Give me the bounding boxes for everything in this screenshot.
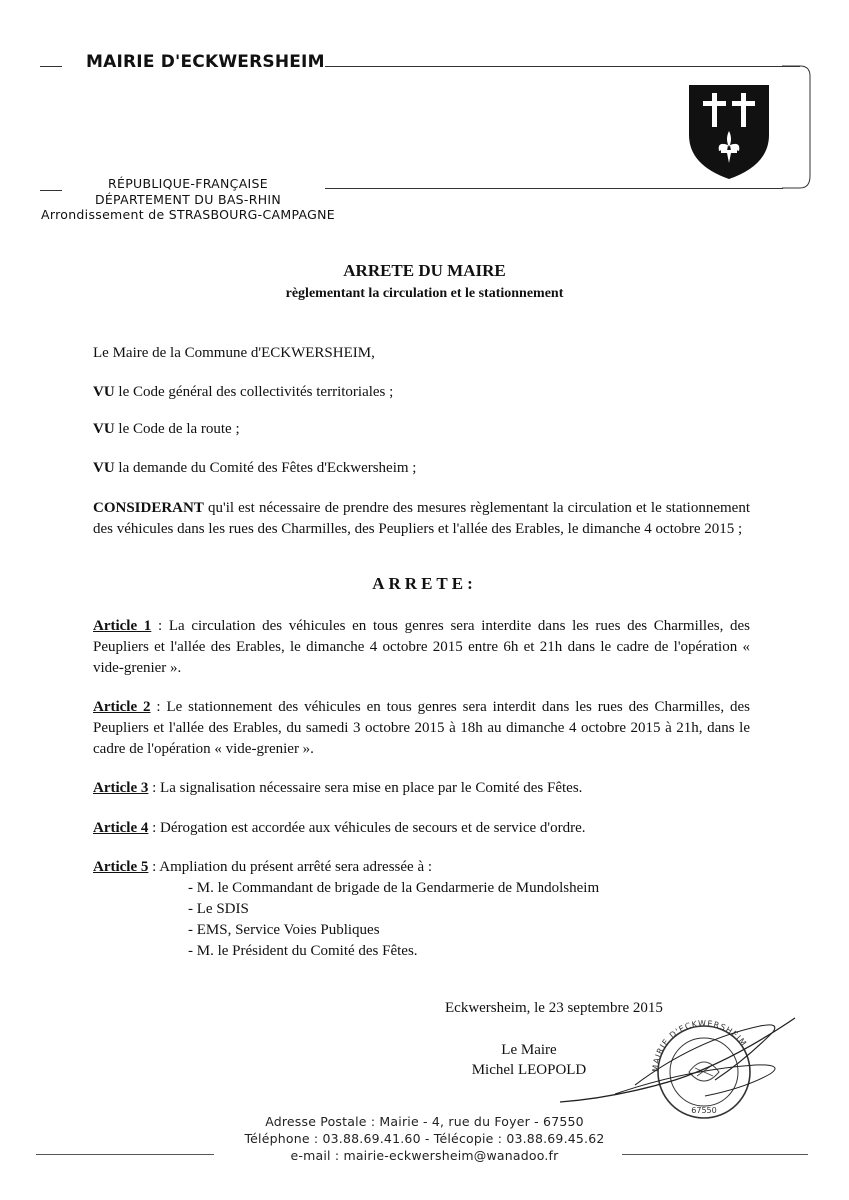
header-rule-right xyxy=(325,66,800,67)
article-label: Article 1 xyxy=(93,618,152,634)
vu-label: VU xyxy=(93,384,115,400)
intro-line: Le Maire de la Commune d'ECKWERSHEIM, xyxy=(93,345,375,361)
admin-line-republique: RÉPUBLIQUE-FRANÇAISE xyxy=(108,176,268,191)
frame-bracket xyxy=(780,64,814,194)
admin-line-departement: DÉPARTEMENT DU BAS-RHIN xyxy=(94,191,282,207)
article-text: : La circulation des véhicules en tous genres sera interdite dans les rues des Charmilles, des Peupliers et l'allée des Erables, le dimanche 4 octobre 2015 entre 6h et 21h dans le cadre de l'opération « vide-grenier ». xyxy=(93,618,750,676)
document-subtitle: règlementant la circulation et le stationnement xyxy=(285,286,564,301)
recipient-item: - EMS, Service Voies Publiques xyxy=(188,922,380,938)
article-3 xyxy=(93,778,750,799)
article-text: : Ampliation du présent arrêté sera adressée à : xyxy=(148,859,433,875)
footer-phone: Téléphone : 03.88.69.41.60 - Télécopie : 03.88.69.45.62 xyxy=(244,1131,605,1146)
article-label: Article 5 xyxy=(93,859,149,875)
recipient-item: - Le SDIS xyxy=(188,901,249,917)
official-stamp-signature xyxy=(555,1010,805,1125)
article-4 xyxy=(93,818,750,839)
footer-address: Adresse Postale : Mairie - 4, rue du Foyer - 67550 xyxy=(265,1114,584,1129)
recipients-list xyxy=(188,878,599,962)
signatory-role: Le Maire xyxy=(501,1042,557,1058)
admin-block xyxy=(36,176,340,223)
article-label: Article 3 xyxy=(93,780,149,796)
article-label: Article 4 xyxy=(93,820,149,836)
vu-item xyxy=(93,419,750,440)
vu-text: la demande du Comité des Fêtes d'Eckwersheim ; xyxy=(114,460,417,476)
considerant-text: qu'il est nécessaire de prendre des mesures règlementant la circulation et le stationnement des véhicules dans les rues des Charmilles, des Peupliers et l'allée des Erables, le dimanche 4 octobre 2015 ; xyxy=(93,500,750,537)
vu-label: VU xyxy=(93,421,115,437)
article-text: : Le stationnement des véhicules en tous genres sera interdit dans les rues des Charmilles, des Peupliers et l'allée des Erables, du samedi 3 octobre 2015 à 18h au dimanche 4 octobre 2015 à 21h, dans le cadre de l'opération « vide-grenier ». xyxy=(93,699,750,757)
vu-text: le Code de la route ; xyxy=(114,421,240,437)
vu-label: VU xyxy=(93,460,115,476)
vu-text: le Code général des collectivités territoriales ; xyxy=(114,384,394,400)
recipient-item: - M. le Président du Comité des Fêtes. xyxy=(188,943,418,959)
article-text: : La signalisation nécessaire sera mise en place par le Comité des Fêtes. xyxy=(148,780,583,796)
header-rule-mid xyxy=(325,188,783,189)
coat-of-arms-icon xyxy=(687,83,771,181)
recipient-item: - M. le Commandant de brigade de la Gendarmerie de Mundolsheim xyxy=(188,880,600,896)
article-text: : Dérogation est accordée aux véhicules de secours et de service d'ordre. xyxy=(148,820,586,836)
date-line: Eckwersheim, le 23 septembre 2015 xyxy=(445,1000,663,1016)
considerant-paragraph xyxy=(93,498,750,540)
article-5 xyxy=(93,857,750,878)
article-1 xyxy=(93,616,750,679)
vu-item xyxy=(93,382,750,403)
article-2 xyxy=(93,697,750,760)
footer-email: e-mail : mairie-eckwersheim@wanadoo.fr xyxy=(290,1148,559,1163)
considerant-label: CONSIDERANT xyxy=(93,500,204,516)
mairie-title: MAIRIE D'ECKWERSHEIM xyxy=(86,52,325,72)
admin-line-arrondissement: Arrondissement de STRASBOURG-CAMPAGNE xyxy=(41,207,335,222)
stamp-arc-text: MAIRIE D'ECKWERSHEIM xyxy=(650,1018,749,1073)
document-title: ARRETE DU MAIRE xyxy=(343,261,506,280)
vu-item xyxy=(93,458,750,479)
stamp-code: 67550 xyxy=(691,1106,717,1115)
footer-contact xyxy=(0,1113,849,1164)
signatory-name: Michel LEOPOLD xyxy=(471,1062,587,1078)
article-label: Article 2 xyxy=(93,699,151,715)
header-rule-left xyxy=(40,66,62,67)
arrete-heading: ARRETE: xyxy=(372,574,477,593)
